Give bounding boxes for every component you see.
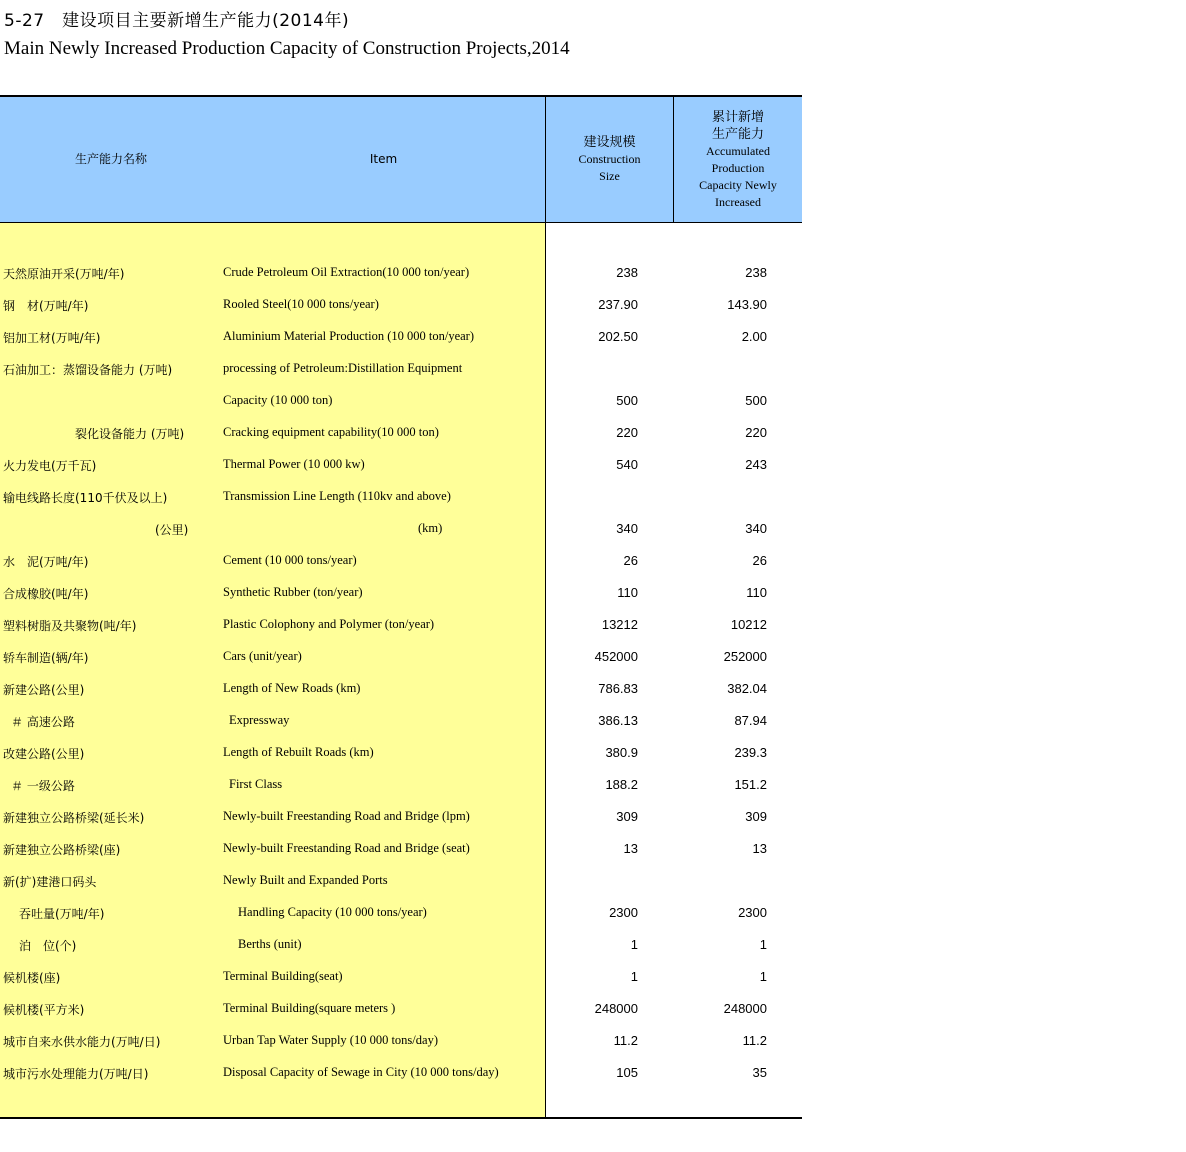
row-name-en: Cars (unit/year): [223, 649, 302, 663]
table-row: [0, 1033, 802, 1053]
table-row: [0, 841, 802, 861]
table-row: [0, 905, 802, 925]
header-size-cn: 建设规模: [583, 135, 636, 150]
row-name-en: Newly Built and Expanded Ports: [223, 873, 388, 887]
row-construction-size: 13212: [601, 617, 638, 632]
row-construction-size: 26: [623, 553, 638, 568]
table-row: [0, 585, 802, 605]
table-row: [0, 745, 802, 765]
header-acc-en2: Production: [711, 160, 765, 175]
column-divider-1: [545, 97, 546, 1117]
table-row: [0, 393, 802, 413]
table-row: [0, 553, 802, 573]
table-bottom-rule: [0, 1117, 802, 1119]
row-name-en: Terminal Building(seat): [223, 969, 343, 983]
row-accumulated-capacity: 382.04: [727, 681, 767, 696]
header-acc-en4: Increased: [715, 194, 761, 209]
row-accumulated-capacity: 10212: [730, 617, 767, 632]
row-name-en: Synthetic Rubber (ton/year): [223, 585, 363, 599]
row-name-en: Thermal Power (10 000 kw): [223, 457, 365, 471]
table-row: [0, 457, 802, 477]
row-name-cn: 候机楼(座): [3, 971, 61, 985]
row-name-en: Plastic Colophony and Polymer (ton/year): [223, 617, 435, 631]
row-name-cn: 泊 位(个): [19, 939, 77, 953]
row-accumulated-capacity: 248000: [723, 1001, 767, 1016]
table-row: [0, 521, 802, 541]
row-accumulated-capacity: 1: [759, 969, 767, 984]
row-construction-size: 237.90: [598, 297, 638, 312]
row-name-en: Expressway: [229, 713, 290, 727]
header-size-en2: Size: [599, 169, 620, 183]
row-accumulated-capacity: 2300: [738, 905, 767, 920]
row-name-cn: 钢 材(万吨/年): [3, 299, 89, 313]
row-construction-size: 2300: [609, 905, 638, 920]
row-construction-size: 188.2: [605, 777, 638, 792]
table-row: [0, 425, 802, 445]
row-accumulated-capacity: 340: [745, 521, 767, 536]
row-name-en: Disposal Capacity of Sewage in City (10 000 tons/day): [223, 1065, 499, 1079]
row-construction-size: 452000: [594, 649, 638, 664]
row-accumulated-capacity: 309: [745, 809, 767, 824]
row-name-cn: 轿车制造(辆/年): [3, 651, 89, 665]
row-construction-size: 786.83: [598, 681, 638, 696]
header-size-en1: Construction: [578, 152, 641, 166]
row-name-en: Berths (unit): [238, 937, 302, 951]
row-accumulated-capacity: 151.2: [734, 777, 767, 792]
row-construction-size: 248000: [594, 1001, 638, 1016]
table-row: [0, 297, 802, 317]
row-construction-size: 1: [630, 969, 638, 984]
row-name-cn: 吞吐量(万吨/年): [19, 907, 105, 921]
row-construction-size: 386.13: [598, 713, 638, 728]
row-name-en: Length of Rebuilt Roads (km): [223, 745, 374, 759]
row-accumulated-capacity: 239.3: [734, 745, 767, 760]
row-construction-size: 220: [616, 425, 638, 440]
row-construction-size: 11.2: [613, 1033, 638, 1048]
header-construction-size: [546, 97, 673, 222]
row-name-en: Transmission Line Length (110kv and above): [223, 489, 451, 503]
header-acc-en3: Capacity Newly: [699, 177, 777, 192]
header-acc-en1: Accumulated: [706, 143, 770, 158]
row-name-en: Terminal Building(square meters ): [223, 1001, 396, 1015]
row-name-cn: 铝加工材(万吨/年): [3, 331, 101, 345]
row-accumulated-capacity: 35: [752, 1065, 767, 1080]
row-name-en: Rooled Steel(10 000 tons/year): [223, 297, 379, 311]
row-construction-size: 1: [630, 937, 638, 952]
table-row: [0, 777, 802, 797]
capacity-table: [0, 95, 802, 1119]
row-name-en: Crude Petroleum Oil Extraction(10 000 ton/year): [223, 265, 470, 279]
row-name-cn: 改建公路(公里): [3, 747, 85, 761]
row-accumulated-capacity: 110: [746, 585, 767, 600]
row-accumulated-capacity: 500: [745, 393, 767, 408]
row-construction-size: 202.50: [598, 329, 638, 344]
row-name-en: Cracking equipment capability(10 000 ton): [223, 425, 439, 439]
row-name-en: processing of Petroleum:Distillation Equipment: [223, 361, 463, 375]
header-acc-cn2: 生产能力: [711, 126, 764, 142]
row-name-en: Handling Capacity (10 000 tons/year): [238, 905, 427, 919]
row-name-en: Cement (10 000 tons/year): [223, 553, 357, 567]
row-accumulated-capacity: 143.90: [727, 297, 767, 312]
row-construction-size: 13: [623, 841, 638, 856]
row-name-cn: 合成橡胶(吨/年): [3, 587, 89, 601]
header-item-en: Item: [369, 152, 398, 166]
table-row: [0, 969, 802, 989]
row-name-en: Newly-built Freestanding Road and Bridge (lpm): [223, 809, 470, 823]
row-accumulated-capacity: 220: [745, 425, 767, 440]
row-construction-size: 500: [616, 393, 638, 408]
table-row: [0, 873, 802, 893]
row-name-cn: 新(扩)建港口码头: [3, 875, 97, 889]
row-name-en: Length of New Roads (km): [223, 681, 361, 695]
row-name-cn: 水 泥(万吨/年): [3, 555, 89, 569]
row-name-cn: 塑料树脂及共聚物(吨/年): [3, 619, 137, 633]
row-construction-size: 238: [616, 265, 638, 280]
row-name-cn: 裂化设备能力 (万吨): [75, 427, 185, 441]
row-name-cn: 火力发电(万千瓦): [3, 459, 97, 473]
row-accumulated-capacity: 11.2: [742, 1033, 767, 1048]
table-row: [0, 649, 802, 669]
page-title-en: Main Newly Increased Production Capacity of Construction Projects,2014: [4, 38, 570, 59]
row-accumulated-capacity: 2.00: [741, 329, 767, 344]
table-row: [0, 1065, 802, 1085]
row-accumulated-capacity: 243: [745, 457, 767, 472]
header-accumulated: [674, 97, 802, 222]
row-construction-size: 309: [616, 809, 638, 824]
table-row: [0, 265, 802, 285]
row-name-cn: (公里): [155, 523, 189, 537]
header-item-cn: 生产能力名称: [74, 152, 147, 166]
row-name-en: Aluminium Material Production (10 000 ton/year): [223, 329, 474, 343]
table-row: [0, 489, 802, 509]
table-row: [0, 713, 802, 733]
row-construction-size: 110: [617, 585, 638, 600]
row-accumulated-capacity: 13: [752, 841, 767, 856]
row-construction-size: 105: [616, 1065, 638, 1080]
row-name-cn: ＃ 一级公路: [11, 779, 75, 793]
row-name-en: Urban Tap Water Supply (10 000 tons/day): [223, 1033, 438, 1047]
row-name-cn: ＃ 高速公路: [11, 715, 75, 729]
row-name-cn: 石油加工：蒸馏设备能力 (万吨): [3, 363, 173, 377]
row-name-en: Capacity (10 000 ton): [223, 393, 333, 407]
row-construction-size: 540: [616, 457, 638, 472]
table-row: [0, 809, 802, 829]
row-name-en: First Class: [229, 777, 283, 791]
table-row: [0, 937, 802, 957]
row-accumulated-capacity: 1: [759, 937, 767, 952]
row-construction-size: 340: [616, 521, 638, 536]
page-title-cn: 5-27 建设项目主要新增生产能力(2014年): [4, 11, 350, 31]
table-row: [0, 681, 802, 701]
row-name-cn: 城市自来水供水能力(万吨/日): [3, 1035, 161, 1049]
row-name-cn: 天然原油开采(万吨/年): [3, 267, 125, 281]
table-row: [0, 1001, 802, 1021]
row-name-cn: 城市污水处理能力(万吨/日): [3, 1067, 149, 1081]
row-accumulated-capacity: 252000: [723, 649, 767, 664]
row-name-cn: 新建公路(公里): [3, 683, 85, 697]
row-name-cn: 新建独立公路桥梁(座): [3, 843, 121, 857]
column-divider-2: [673, 97, 674, 222]
table-row: [0, 617, 802, 637]
row-name-en: (km): [418, 521, 443, 535]
row-accumulated-capacity: 87.94: [734, 713, 767, 728]
row-name-cn: 输电线路长度(110千伏及以上): [3, 491, 168, 505]
table-row: [0, 361, 802, 381]
row-name-cn: 新建独立公路桥梁(延长米): [3, 811, 145, 825]
header-acc-cn1: 累计新增: [711, 109, 764, 125]
row-construction-size: 380.9: [605, 745, 638, 760]
row-name-cn: 候机楼(平方米): [3, 1003, 85, 1017]
row-accumulated-capacity: 26: [752, 553, 767, 568]
row-accumulated-capacity: 238: [745, 265, 767, 280]
row-name-en: Newly-built Freestanding Road and Bridge (seat): [223, 841, 470, 855]
table-row: [0, 329, 802, 349]
table-header: [0, 97, 802, 223]
